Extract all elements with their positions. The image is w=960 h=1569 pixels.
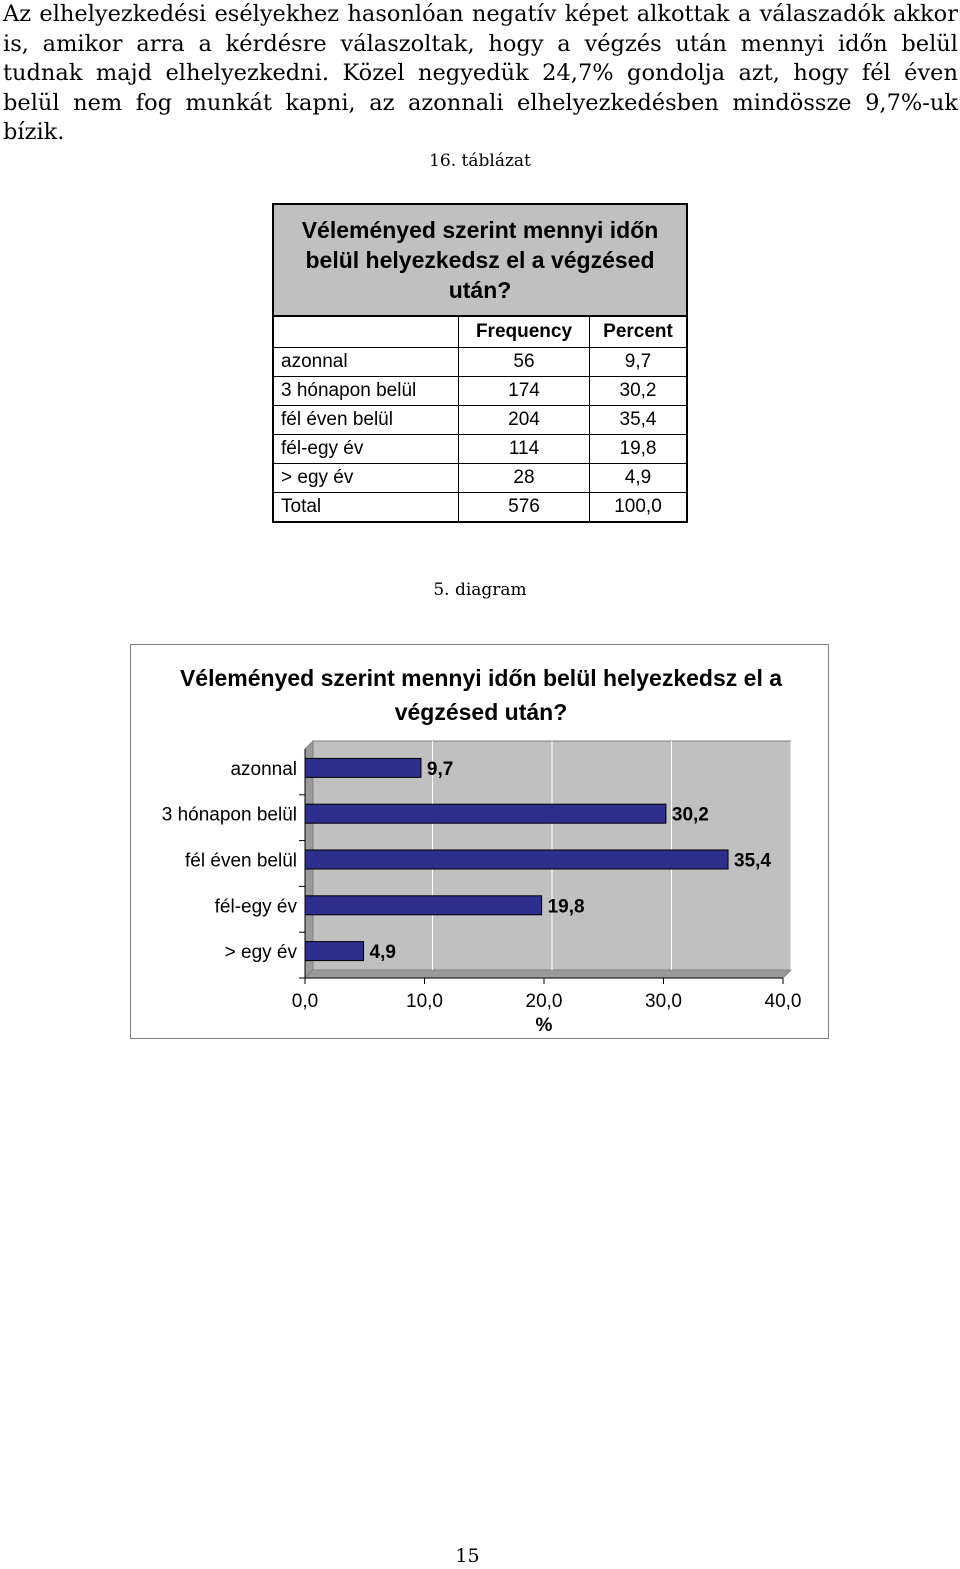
- table-row-total: [273, 493, 687, 523]
- data-label: 30,2: [671, 804, 709, 826]
- table-header-percent: Percent: [590, 316, 688, 348]
- data-label: 19,8: [547, 896, 585, 918]
- table-row: [273, 348, 687, 377]
- row-label: Total: [273, 493, 459, 523]
- category-label: fél-egy év: [214, 896, 297, 918]
- data-label: 35,4: [734, 850, 772, 872]
- category-label: 3 hónapon belül: [161, 804, 297, 826]
- x-tick-label: 0,0: [291, 991, 319, 1012]
- x-tick-label: 30,0: [645, 991, 682, 1012]
- row-label: fél-egy év: [273, 435, 459, 464]
- row-percent: 30,2: [590, 377, 688, 406]
- table-title: Véleményed szerint mennyi időn belül helyezkedsz el a végzésed után?: [273, 204, 687, 316]
- bar: [305, 804, 666, 823]
- bar: [305, 850, 728, 869]
- bar: [305, 942, 364, 961]
- category-label: > egy év: [224, 942, 297, 964]
- plot-floor: [305, 970, 791, 978]
- table-row: [273, 464, 687, 493]
- chart-canvas: [131, 645, 828, 1038]
- row-label: azonnal: [273, 348, 459, 377]
- page-number: 15: [455, 1545, 480, 1567]
- category-label: fél éven belül: [185, 850, 297, 872]
- row-frequency: 204: [459, 406, 590, 435]
- row-percent: 100,0: [590, 493, 688, 523]
- row-label: fél éven belül: [273, 406, 459, 435]
- row-frequency: 28: [459, 464, 590, 493]
- row-percent: 19,8: [590, 435, 688, 464]
- chart-title: Véleményed szerint mennyi időn belül helyezkedsz el a végzésed után?: [179, 665, 783, 725]
- row-percent: 4,9: [590, 464, 688, 493]
- row-percent: 9,7: [590, 348, 688, 377]
- x-tick-label: 40,0: [764, 991, 802, 1012]
- row-frequency: 576: [459, 493, 590, 523]
- table-header-empty: [273, 316, 459, 348]
- data-label: 9,7: [426, 758, 454, 780]
- bar: [305, 896, 542, 915]
- row-frequency: 56: [459, 348, 590, 377]
- frequency-table: [272, 203, 688, 523]
- row-label: 3 hónapon belül: [273, 377, 459, 406]
- x-tick-label: 20,0: [525, 991, 563, 1012]
- table-header-frequency: Frequency: [459, 316, 590, 348]
- row-percent: 35,4: [590, 406, 688, 435]
- x-axis-label: %: [535, 1015, 553, 1036]
- table-header-row: [273, 316, 687, 348]
- row-frequency: 114: [459, 435, 590, 464]
- bar-chart: [130, 644, 829, 1039]
- data-label: 4,9: [369, 942, 396, 964]
- diagram-caption: 5. diagram: [433, 580, 527, 600]
- intro-paragraph: Az elhelyezkedési esélyekhez hasonlóan negatív képet alkottak a válaszadók akkor is, amikor arra a kérdésre válaszoltak, hogy a végzés után mennyi időn belül tudnak majd elhelyezkedni. Közel negyedük 24,7% gondolja azt, hogy fél éven belül nem fog munkát kapni, az azonnali elhelyezkedésben mindössze 9,7%-uk bízik.: [3, 1, 958, 145]
- row-label: > egy év: [273, 464, 459, 493]
- category-label: azonnal: [230, 758, 297, 780]
- x-tick-label: 10,0: [406, 991, 443, 1012]
- bar: [305, 758, 421, 777]
- table-row: [273, 435, 687, 464]
- table-row: [273, 377, 687, 406]
- row-frequency: 174: [459, 377, 590, 406]
- table-caption: 16. táblázat: [429, 151, 531, 171]
- table-row: [273, 406, 687, 435]
